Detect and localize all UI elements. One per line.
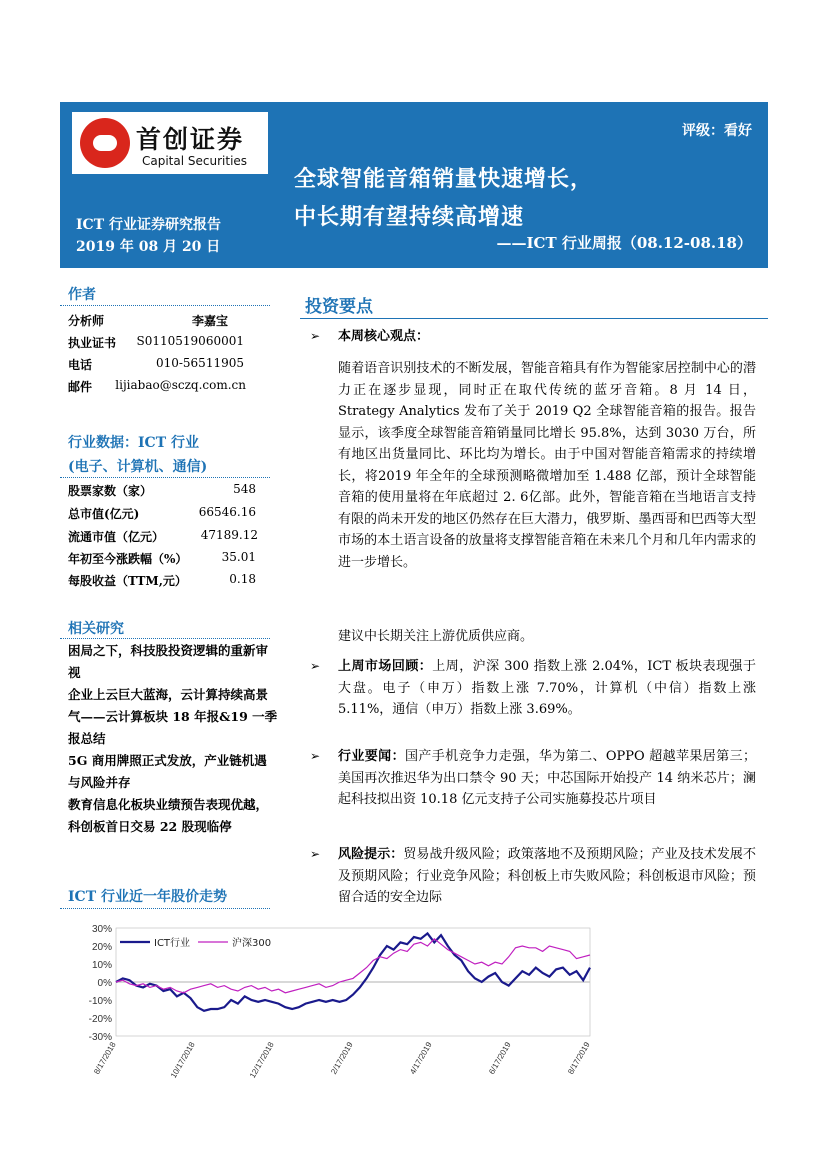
industry-row bbox=[68, 572, 256, 594]
legend-label: 沪深300 bbox=[232, 938, 272, 949]
x-tick-label: 10/17/2018 bbox=[168, 1040, 197, 1080]
arrow-bullet-icon: ➢ bbox=[310, 659, 321, 673]
report-title-line1: 全球智能音箱销量快速增长， bbox=[294, 166, 594, 192]
report-header bbox=[60, 102, 768, 268]
field-label: 流通市值（亿元） bbox=[68, 530, 165, 544]
field-value: 010-56511905 bbox=[155, 356, 244, 370]
suggestion: 建议中长期关注上游优质供应商。 bbox=[338, 629, 534, 644]
industry-heading: 行业数据：ICT 行业 bbox=[68, 435, 199, 451]
arrow-bullet-icon: ➢ bbox=[310, 847, 321, 861]
x-tick-label: 4/17/2019 bbox=[408, 1040, 434, 1076]
title-underline bbox=[300, 318, 768, 319]
industry-row bbox=[68, 482, 256, 504]
field-value: S0110519060001 bbox=[136, 334, 244, 348]
field-label: 电话 bbox=[68, 358, 93, 372]
field-label: 股票家数（家） bbox=[68, 484, 153, 498]
y-tick-label: 10% bbox=[91, 960, 112, 971]
y-tick-label: 30% bbox=[91, 924, 112, 935]
field-label: 每股收益（TTM,元） bbox=[68, 574, 187, 588]
x-tick-label: 8/17/2018 bbox=[92, 1040, 118, 1076]
field-value: 35.01 bbox=[221, 550, 256, 564]
email-row bbox=[68, 378, 246, 400]
related-report-link[interactable]: 教育信息化板块业绩预告表现优越，科创板首日交易 22 股现临停 bbox=[68, 797, 269, 834]
field-label: 邮件 bbox=[68, 380, 93, 394]
rating: 评级：看好 bbox=[682, 123, 752, 139]
chart-heading: ICT 行业近一年股价走势 bbox=[68, 889, 227, 905]
field-label: 总市值(亿元) bbox=[68, 507, 140, 521]
x-tick-label: 8/17/2019 bbox=[566, 1040, 592, 1076]
arrow-bullet-icon: ➢ bbox=[310, 329, 321, 343]
y-tick-label: -10% bbox=[88, 996, 112, 1007]
legend-label: ICT行业 bbox=[154, 938, 191, 949]
divider bbox=[60, 638, 270, 639]
key-points-title: 投资要点 bbox=[305, 297, 373, 317]
field-value: 47189.12 bbox=[200, 528, 258, 542]
logo-name-en: Capital Securities bbox=[142, 154, 248, 168]
field-value: 李嘉宝 bbox=[191, 314, 228, 328]
arrow-bullet-icon: ➢ bbox=[310, 749, 321, 763]
report-title-line2: 中长期有望持续高增速 bbox=[294, 204, 525, 230]
field-value: 548 bbox=[233, 482, 256, 496]
logo-name-cn: 首创证券 bbox=[136, 125, 245, 154]
industry-news-label: 行业要闻： bbox=[338, 749, 405, 764]
y-tick-label: 20% bbox=[91, 942, 112, 953]
analyst-row bbox=[68, 312, 268, 334]
risk-warning-text: 贸易战升级风险；政策落地不及预期风险；产业及技术发展不及预期风险；行业竞争风险；科创板上市失败风险；科创板退市风险；预留合适的安全边际 bbox=[338, 847, 756, 905]
x-tick-label: 12/17/2018 bbox=[247, 1040, 276, 1080]
report-date: 2019 年 08 月 20 日 bbox=[76, 239, 221, 255]
industry-news-text: 国产手机竞争力走强，华为第二、OPPO 超越苹果居第三；美国再次推迟华为出口禁令 90 天；中芯国际开始投产 14 纳米芯片；澜起科技拟出资 10.18 亿元支持子公司实施募投芯片项目 bbox=[338, 749, 756, 807]
industry-row bbox=[68, 505, 256, 527]
report-subtitle: ——ICT 行业周报（08.12-08.18） bbox=[496, 234, 752, 252]
industry-row bbox=[68, 528, 258, 550]
field-value: 0.18 bbox=[229, 572, 256, 586]
related-report-link[interactable]: 困局之下，科技股投资逻辑的重新审视 bbox=[68, 643, 269, 680]
field-value[interactable]: lijiabao@sczq.com.cn bbox=[115, 378, 246, 392]
core-view-paragraph: 随着语音识别技术的不断发展，智能音箱具有作为智能家居控制中心的潜力正在逐步显现，同时正在取代传统的蓝牙音箱。8 月 14 日，Strategy Analytics 发布了关于 2019 Q2 全球智能音箱的报告。报告显示，该季度全球智能音箱销量同比增长 95.8%，达到 3030 万台，所有地区出货量同比、环比均为增长。由于中国对智能音箱需求的持续增长，将2019 年全年的全球预测略微增加至 1.488 亿部，预计全球智能音箱的使用量将在年底超过 2. 6亿部。此外，智能音箱在当地语言支持有限的尚未开发的地区仍然存在巨大潜力，俄罗斯、墨西哥和巴西等大型市场的本土语言设备的放量将支撑智能音箱在未来几个月和几年内需求的进一步增长。 bbox=[338, 361, 756, 570]
field-label: 执业证书 bbox=[68, 336, 117, 350]
divider bbox=[60, 477, 270, 478]
industry-row bbox=[68, 550, 256, 572]
industry-news bbox=[338, 746, 756, 811]
market-review-label: 上周市场回顾： bbox=[338, 659, 433, 674]
market-review bbox=[338, 656, 756, 721]
field-label: 年初至今涨跌幅（%） bbox=[68, 552, 188, 566]
risk-warning bbox=[338, 844, 756, 909]
market-review-text: 上周，沪深 300 指数上涨 2.04%，ICT 板块表现强于大盘。电子（申万）指数上涨 7.70%，计算机（中信）指数上涨 5.11%，通信（申万）指数上涨 3.69%。 bbox=[338, 659, 756, 717]
field-label: 分析师 bbox=[68, 314, 105, 328]
company-logo bbox=[72, 112, 268, 174]
related-report-link[interactable]: 5G 商用牌照正式发放，产业链机遇与风险并存 bbox=[68, 753, 267, 790]
x-tick-label: 6/17/2019 bbox=[487, 1040, 513, 1076]
y-tick-label: -20% bbox=[88, 1014, 112, 1025]
logo-mark-icon bbox=[80, 118, 130, 168]
industry-subheading: (电子、计算机、通信) bbox=[68, 459, 208, 475]
phone-row bbox=[68, 356, 244, 378]
report-type: ICT 行业证券研究报告 bbox=[76, 217, 221, 233]
related-report-link[interactable]: 企业上云巨大蓝海，云计算持续高景气——云计算板块 18 年报&19 一季报总结 bbox=[68, 687, 278, 746]
price-trend-chart bbox=[60, 914, 600, 1094]
y-tick-label: -30% bbox=[88, 1032, 112, 1043]
field-value: 66546.16 bbox=[198, 505, 256, 519]
author-heading: 作者 bbox=[68, 287, 96, 303]
core-view-label: 本周核心观点： bbox=[338, 329, 430, 344]
x-tick-label: 2/17/2019 bbox=[329, 1040, 355, 1076]
related-heading: 相关研究 bbox=[68, 621, 124, 637]
divider bbox=[60, 908, 270, 909]
risk-warning-label: 风险提示： bbox=[338, 847, 404, 862]
license-row bbox=[68, 334, 244, 356]
y-tick-label: 0% bbox=[97, 978, 112, 989]
divider bbox=[60, 305, 270, 306]
